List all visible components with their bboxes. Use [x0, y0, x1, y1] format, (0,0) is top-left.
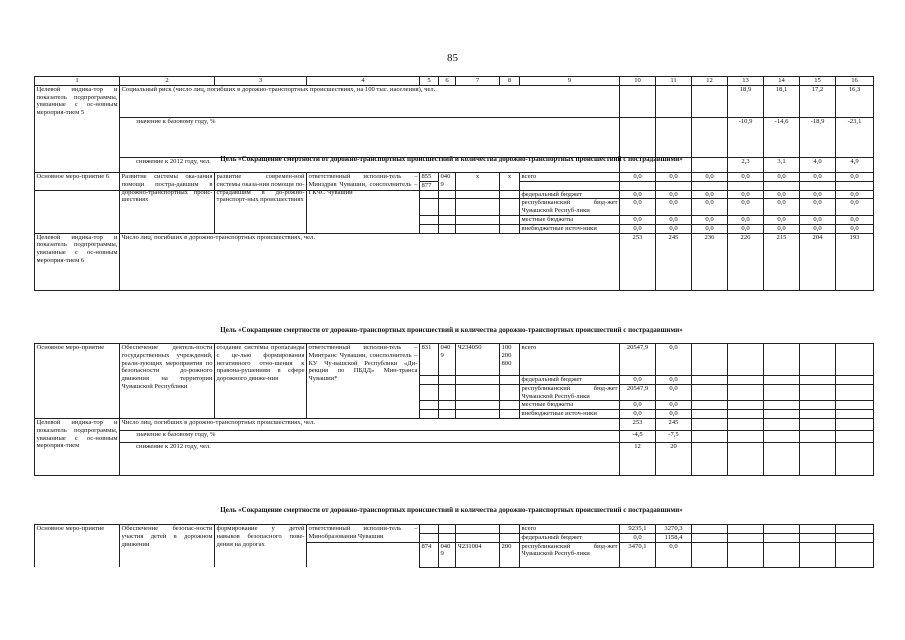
measure-name: Основное меро-приятие 6 — [35, 173, 120, 234]
value-cell: 3270,3 — [656, 525, 692, 534]
source-name: всего — [520, 173, 620, 182]
source-name: местные бюджеты — [520, 215, 620, 224]
value-cell: 0,0 — [656, 401, 692, 410]
col-num: 8 — [500, 77, 520, 86]
value-cell: 226 — [728, 233, 764, 290]
rz-code: 0409 — [439, 542, 456, 567]
measure-goal: создание системы пропаганды с це-лью формирования негативного отно-шения к правона-рушениям в сфере дорожного движе-ния — [215, 344, 307, 419]
measure-name: Основное меро-приятие — [35, 525, 120, 568]
value-cell: 0,0 — [656, 215, 692, 224]
indicator-text: Число лиц, погибших в дорожно-транспортных происшествиях, чел. — [120, 233, 620, 290]
col-num: 5 — [420, 77, 439, 86]
indicator-label: Целевой индика-тор и показатель подпрограммы, увязанные с ос-новным мероприя-тием 6 — [35, 233, 120, 290]
table-row — [35, 344, 874, 376]
value-cell: -10,9 — [728, 117, 764, 157]
vr-code: x — [500, 173, 520, 191]
value-cell: 0,0 — [836, 199, 874, 216]
budget-table-part-3 — [34, 343, 874, 476]
page-number: 85 — [447, 52, 458, 64]
value-cell: 0,0 — [656, 410, 692, 419]
goal-heading: Цель «Сокращение смертности от дорожно-транспортных происшествий и количества дорожно-транспортных происшествий с пострадавшими» — [220, 326, 683, 334]
value-cell: -14,6 — [764, 117, 800, 157]
indicator-text: снижение к 2012 году, чел. — [120, 442, 620, 475]
col-num: 16 — [836, 77, 874, 86]
source-name: внебюджетные источ-ники — [520, 410, 620, 419]
value-cell: 0,0 — [656, 344, 692, 376]
source-name: республиканский бюд-жет Чувашской Респуб-лики — [521, 384, 618, 400]
table-row — [35, 430, 874, 442]
value-cell: 0,0 — [620, 173, 656, 182]
value-cell: 0,0 — [800, 190, 836, 199]
value-cell: 0,0 — [620, 199, 656, 216]
measure-goal: формирование у детей навыков безопасного пове-дения на дорогах — [215, 525, 307, 568]
value-cell: 0,0 — [800, 199, 836, 216]
col-num: 10 — [620, 77, 656, 86]
value-cell: 0,0 — [620, 410, 656, 419]
goal-heading: Цель «Сокращение смертности от дорожно-транспортных происшествий и количества дорожно-транспортных происшествий с пострадавшими» — [220, 506, 683, 514]
value-cell: 3,1 — [764, 157, 800, 190]
value-cell: 236 — [692, 233, 728, 290]
value-cell: -23,1 — [836, 117, 874, 157]
source-name: внебюджетные источ-ники — [520, 224, 620, 233]
value-cell: 4,9 — [836, 157, 874, 190]
value-cell: 0,0 — [620, 190, 656, 199]
value-cell: 0,0 — [836, 215, 874, 224]
table-row — [35, 442, 874, 475]
indicator-text: Число лиц, погибших в дорожно-транспортных происшествиях, чел. — [120, 418, 620, 430]
source-name: федеральный бюджет — [520, 533, 620, 542]
value-cell: 0,0 — [656, 542, 692, 567]
value-cell: 0,0 — [620, 215, 656, 224]
measure-executor: ответственный исполни-тель – Минздрав Чувашии, соисполнитель – ГКЧС Чувашии — [307, 173, 420, 234]
value-cell: 4,0 — [800, 157, 836, 190]
col-num: 15 — [800, 77, 836, 86]
value-cell: 253 — [620, 233, 656, 290]
value-cell: 0,0 — [692, 224, 728, 233]
grbs-code: 831 — [420, 344, 439, 376]
value-cell: 12 — [620, 442, 656, 475]
table-row — [35, 85, 874, 117]
col-num: 11 — [656, 77, 692, 86]
value-cell: 0,0 — [620, 533, 656, 542]
value-cell: 16,3 — [836, 85, 874, 117]
source-name: республиканский бюд-жет Чувашской Респуб-лики — [521, 199, 618, 215]
value-cell: 253 — [620, 418, 656, 430]
source-name: всего — [520, 525, 620, 534]
source-name: федеральный бюджет — [520, 190, 620, 199]
indicator-label: Целевой индика-тор и показатель подпрограммы, увязанные с ос-новным мероприя-тием 5 — [35, 85, 120, 190]
indicator-label: Целевой индика-тор и показатель подпрограммы, увязанные с ос-новным мероприя-тием — [35, 418, 120, 475]
value-cell: 193 — [836, 233, 874, 290]
source-name: республиканский бюд-жет Чувашской Респуб-лики — [520, 542, 620, 567]
measure-description: Обеспечение деятель-ности государственных учреждений, реали-зующих мероприятия по безопасности до-рожного движения на территории Чувашской Республики — [120, 344, 215, 419]
value-cell: 18,1 — [764, 85, 800, 117]
value-cell: -4,5 — [620, 430, 656, 442]
indicator-text: снижение к 2012 году, чел. — [120, 157, 620, 190]
measure-executor: ответственный исполни-тель – Минтранс Чувашии, соисполнитель – КУ Чу-вашской Республики «Ди-рекция по ПБДД» Мин-транса Чувашии* — [307, 344, 420, 419]
value-cell: 0,0 — [728, 199, 764, 216]
value-cell: 0,0 — [764, 190, 800, 199]
value-cell: -7,5 — [656, 430, 692, 442]
value-cell: 3470,1 — [620, 542, 656, 567]
col-num: 12 — [692, 77, 728, 86]
value-cell: 0,0 — [728, 190, 764, 199]
cs-code: Ч231004 — [456, 542, 500, 567]
value-cell: 0,0 — [656, 224, 692, 233]
budget-table-part-2 — [34, 172, 874, 291]
value-cell: 0,0 — [836, 190, 874, 199]
vr-code: 200 — [500, 542, 520, 567]
indicator-text: Социальный риск (число лиц, погибших в дорожно-транспортных происшествиях, на 100 тыс. населения), чел. — [120, 85, 620, 117]
value-cell: 20547,9 — [620, 384, 656, 401]
table-row — [35, 525, 874, 534]
value-cell: 0,0 — [728, 173, 764, 182]
vr-code: 100 200 800 — [500, 344, 520, 376]
value-cell: 2,3 — [728, 157, 764, 190]
value-cell: 1158,4 — [656, 533, 692, 542]
budget-table-part-4 — [34, 524, 874, 568]
value-cell: 0,0 — [800, 215, 836, 224]
col-num: 14 — [764, 77, 800, 86]
source-name: всего — [520, 344, 620, 376]
value-cell: 0,0 — [764, 215, 800, 224]
measure-description: Развитие системы ока-зания помощи постра-давшим в дорожно-транспортных проис-шествиях — [120, 173, 215, 234]
col-num: 6 — [439, 77, 456, 86]
table-row — [35, 117, 874, 157]
value-cell: 215 — [764, 233, 800, 290]
cs-code: Ч234050 — [456, 344, 500, 376]
value-cell: 0,0 — [656, 173, 692, 182]
column-number-row — [35, 77, 874, 86]
col-num: 3 — [215, 77, 307, 86]
value-cell: 0,0 — [656, 384, 692, 401]
value-cell: 0,0 — [764, 199, 800, 216]
value-cell: 0,0 — [800, 173, 836, 182]
grbs-code: 874 — [420, 542, 439, 567]
col-num: 9 — [520, 77, 620, 86]
indicator-text: значение к базовому году, % — [120, 117, 620, 157]
col-num: 13 — [728, 77, 764, 86]
value-cell: 0,0 — [692, 215, 728, 224]
value-cell: 20547,9 — [620, 344, 656, 376]
source-name: местные бюджеты — [520, 401, 620, 410]
col-num: 7 — [456, 77, 500, 86]
value-cell: 0,0 — [656, 199, 692, 216]
value-cell: 18,9 — [728, 85, 764, 117]
value-cell: 0,0 — [656, 190, 692, 199]
col-num: 4 — [307, 77, 420, 86]
value-cell: 0,0 — [728, 215, 764, 224]
value-cell: 0,0 — [620, 224, 656, 233]
table-row — [35, 233, 874, 290]
value-cell: 0,0 — [620, 376, 656, 385]
value-cell: 0,0 — [656, 376, 692, 385]
measure-name: Основное меро-приятие — [35, 344, 120, 419]
cs-code: x — [456, 173, 500, 191]
value-cell: 0,0 — [800, 224, 836, 233]
value-cell: 0,0 — [764, 173, 800, 182]
value-cell: 204 — [800, 233, 836, 290]
value-cell: 245 — [656, 233, 692, 290]
value-cell: 0,0 — [692, 190, 728, 199]
table-row — [35, 173, 874, 182]
value-cell: 20 — [656, 442, 692, 475]
rz-code: 0409 — [439, 344, 456, 376]
value-cell: 9235,1 — [620, 525, 656, 534]
col-num: 1 — [35, 77, 120, 86]
measure-description: Обеспечение безопас-ности участия детей в дорожном движении — [120, 525, 215, 568]
value-cell: 0,0 — [692, 173, 728, 182]
value-cell: 0,0 — [836, 173, 874, 182]
grbs-code: 855 — [420, 173, 439, 182]
measure-executor: ответственный исполни-тель – Минобразования Чувашии — [307, 525, 420, 543]
value-cell: 0,0 — [764, 224, 800, 233]
value-cell: 0,0 — [836, 224, 874, 233]
value-cell: 0,0 — [692, 199, 728, 216]
value-cell: 17,2 — [800, 85, 836, 117]
indicator-text: значение к базовому году, % — [120, 430, 620, 442]
col-num: 2 — [120, 77, 215, 86]
rz-code: 0409 — [439, 173, 456, 191]
source-name: федеральный бюджет — [520, 376, 620, 385]
value-cell: 0,0 — [728, 224, 764, 233]
value-cell: 245 — [656, 418, 692, 430]
measure-goal: развитие современ-ной системы оказа-ния помощи по-страдавшим в до-рожно-транспорт-ных происшествиях — [215, 173, 307, 234]
table-row — [35, 418, 874, 430]
value-cell: 0,0 — [620, 401, 656, 410]
goal-heading: Цель «Сокращение смертности от дорожно-транспортных происшествий и количества дорожно-транспортных происшествий с пострадавшими» — [220, 155, 683, 163]
value-cell: -18,9 — [800, 117, 836, 157]
grbs-code: 877 — [420, 181, 439, 190]
